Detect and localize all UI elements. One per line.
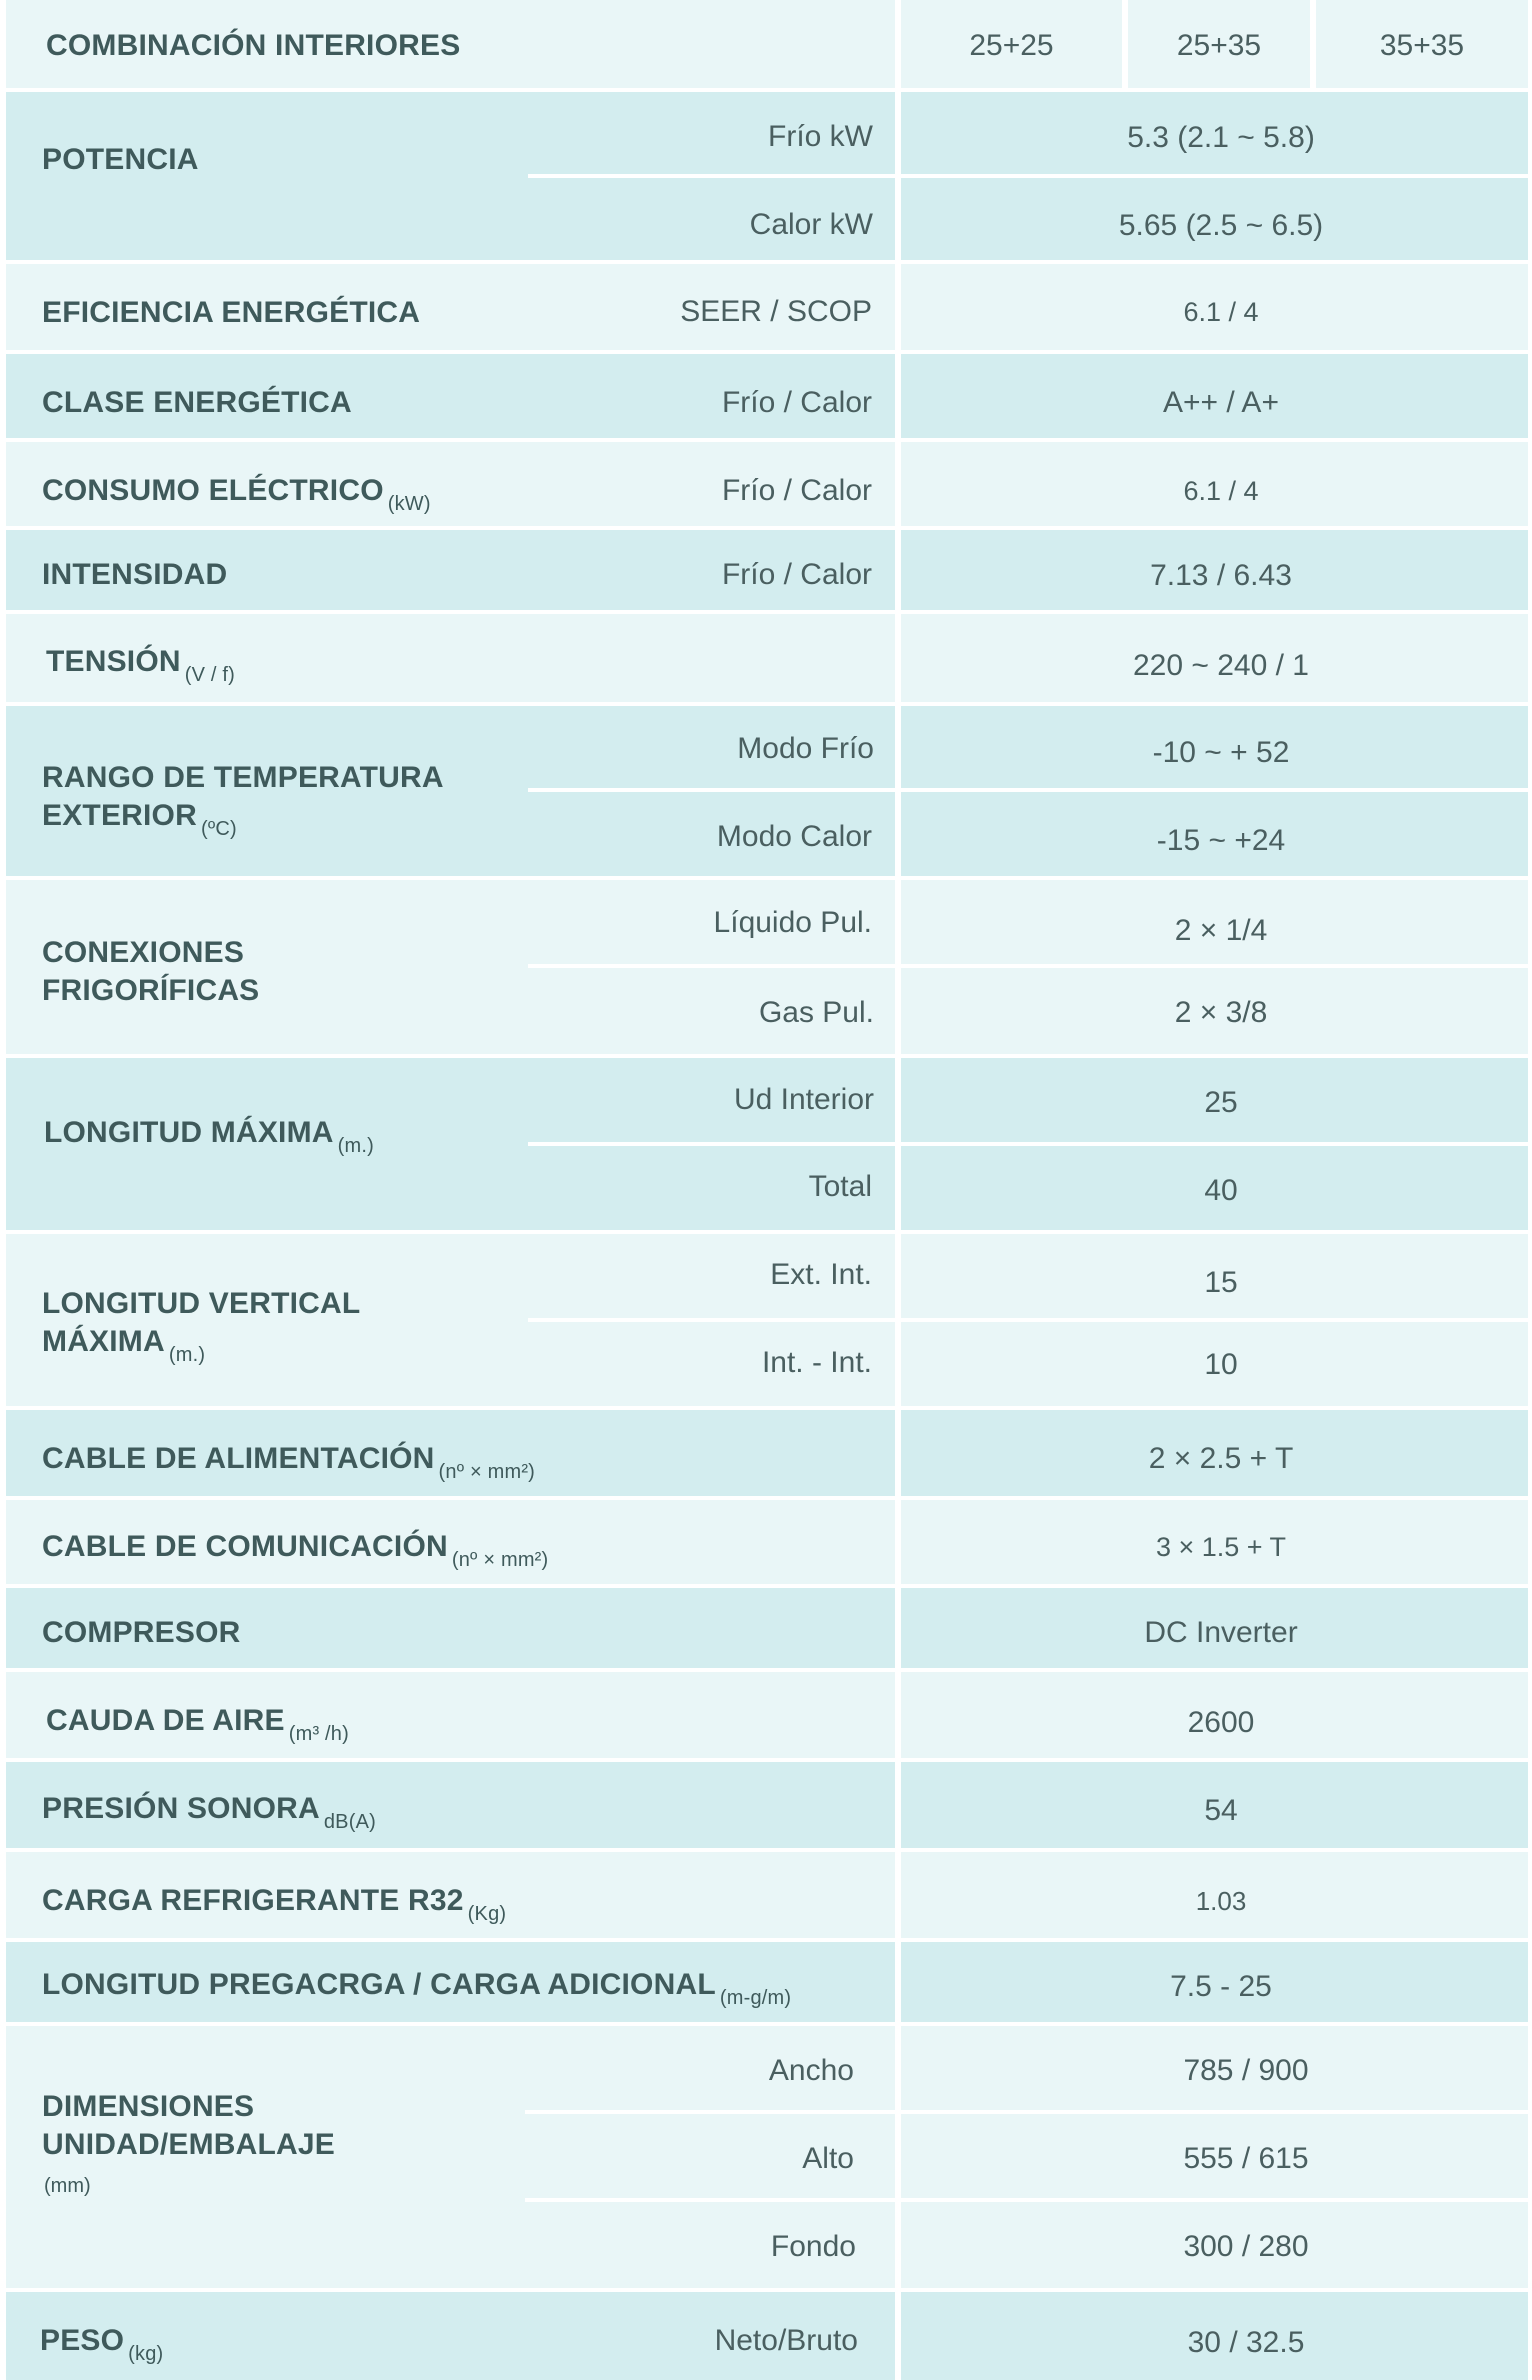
row-label-line-1: LONGITUD VERTICAL [42,1287,361,1320]
row-sublabel: Gas Pul. [758,996,874,1029]
row-value: 3 × 1.5 + T [1155,1532,1287,1562]
row-sublabel: Calor kW [749,208,873,241]
row-value: 2 × 2.5 + T [1148,1442,1294,1475]
row-label: CLASE ENERGÉTICA [42,386,352,419]
row-label: LONGITUD PREGACRGA / CARGA ADICIONAL $_{(m-g/m)}$ [42,1968,792,2009]
row-value: 30 / 32.5 [1187,2326,1305,2359]
spec-row-compresor [6,1588,1528,1668]
column-header-25-25: 25+25 [969,29,1054,62]
row-label-line-1: RANGO DE TEMPERATURA [42,761,444,794]
row-value: 5.3 (2.1 ~ 5.8) [1127,121,1315,154]
spec-row-cable-comunicacion [6,1500,1528,1584]
row-value: 220 ~ 240 / 1 [1133,649,1309,682]
header-label: COMBINACIÓN INTERIORES [46,29,461,62]
row-value: 10 [1204,1348,1238,1381]
spec-row-potencia [6,92,1528,260]
row-value: -15 ~ +24 [1156,824,1286,857]
row-value: 7.5 - 25 [1170,1970,1272,2003]
row-sublabel: Frío / Calor [721,474,872,507]
row-value: 555 / 615 [1183,2142,1309,2175]
row-value: 15 [1204,1266,1238,1299]
row-sublabel: Ancho [768,2054,854,2087]
row-label: POTENCIA [42,143,199,176]
header-row [6,0,1528,88]
row-value: 6.1 / 4 [1183,476,1259,506]
row-label-line-1: CONEXIONES [42,936,245,969]
row-value: DC Inverter [1144,1616,1298,1649]
row-label-line-2: EXTERIOR $_{(ºC)}$ [42,799,237,840]
row-label-line-2: MÁXIMA $_{(m.)}$ [42,1325,206,1366]
row-sublabel: Frío kW [768,120,873,153]
spec-row-consumo [6,442,1528,526]
spec-row-cauda-aire [6,1672,1528,1758]
row-value: 6.1 / 4 [1183,297,1259,327]
row-sublabel: Líquido Pul. [713,906,872,939]
row-label: CABLE DE COMUNICACIÓN $_{(nº \times mm^2)}$ [42,1530,549,1571]
row-sublabel: Int. - Int. [761,1346,872,1379]
spec-row-dimensiones [6,2026,1528,2288]
row-value: 40 [1204,1174,1238,1207]
row-sublabel: Ud Interior [733,1083,874,1116]
column-header-25-35: 25+35 [1176,29,1262,62]
row-label: CABLE DE ALIMENTACIÓN $_{(nº \times mm^2)}$ [42,1442,536,1483]
row-sublabel: Alto [802,2142,854,2175]
row-value: 5.65 (2.5 ~ 6.5) [1118,209,1324,242]
row-unit: (mm) [44,2175,91,2197]
spec-row-cable-alimentacion [6,1410,1528,1496]
spec-row-presion-sonora [6,1762,1528,1848]
row-sublabel: Neto/Bruto [714,2324,858,2357]
row-label: PESO $_{(kg)}$ [40,2324,164,2365]
spec-row-conexiones [6,880,1528,1054]
spec-row-intensidad [6,530,1528,610]
spec-row-longitud-vertical [6,1234,1528,1406]
row-label: CONSUMO ELÉCTRICO $_{(kW)}$ [42,474,431,515]
row-value: A++ / A+ [1163,386,1279,419]
row-label-line-2: UNIDAD/EMBALAJE [42,2128,336,2161]
row-value: -10 ~ + 52 [1152,736,1290,769]
row-value: 2600 [1187,1706,1255,1739]
row-label: EFICIENCIA ENERGÉTICA [42,296,421,329]
row-value: 785 / 900 [1183,2054,1309,2087]
spec-row-peso [6,2292,1528,2380]
spec-row-rango-temperatura [6,706,1528,876]
row-label: INTENSIDAD [42,558,228,591]
spec-row-tension [6,614,1528,702]
spec-row-carga-refrigerante [6,1852,1528,1938]
row-sublabel: Frío / Calor [721,386,872,419]
row-sublabel: Frío / Calor [721,558,872,591]
row-sublabel: Modo Frío [737,732,874,765]
row-value: 2 × 3/8 [1174,996,1268,1029]
row-label: CAUDA DE AIRE $_{(m^3 /h)}$ [46,1704,349,1745]
spec-row-clase [6,354,1528,438]
row-label: COMPRESOR [42,1616,241,1649]
column-header-35-35: 35+35 [1379,29,1465,62]
row-value: 25 [1204,1086,1238,1119]
row-sublabel: Fondo [770,2230,856,2263]
spec-row-longitud-precarga [6,1942,1528,2022]
row-label: CARGA REFRIGERANTE R32 $_{(Kg)}$ [42,1884,507,1925]
row-sublabel: Total [808,1170,872,1203]
row-label: TENSIÓN $_{(V / f)}$ [46,645,236,686]
row-sublabel: SEER / SCOP [680,295,872,328]
spec-row-eficiencia [6,264,1528,350]
row-label: LONGITUD MÁXIMA $_{(m.)}$ [44,1116,374,1157]
row-label-line-2: FRIGORÍFICAS [42,974,260,1007]
row-label: PRESIÓN SONORA $_{dB(A)}$ [42,1792,376,1833]
row-value: 7.13 / 6.43 [1150,559,1292,592]
row-sublabel: Ext. Int. [770,1258,872,1291]
row-value: 2 × 1/4 [1174,914,1268,947]
row-value: 54 [1204,1794,1238,1827]
spec-row-longitud-maxima [6,1058,1528,1230]
row-value: 1.03 [1195,1886,1247,1916]
row-label-line-1: DIMENSIONES [42,2090,255,2123]
row-sublabel: Modo Calor [716,820,872,853]
row-value: 300 / 280 [1183,2230,1309,2263]
